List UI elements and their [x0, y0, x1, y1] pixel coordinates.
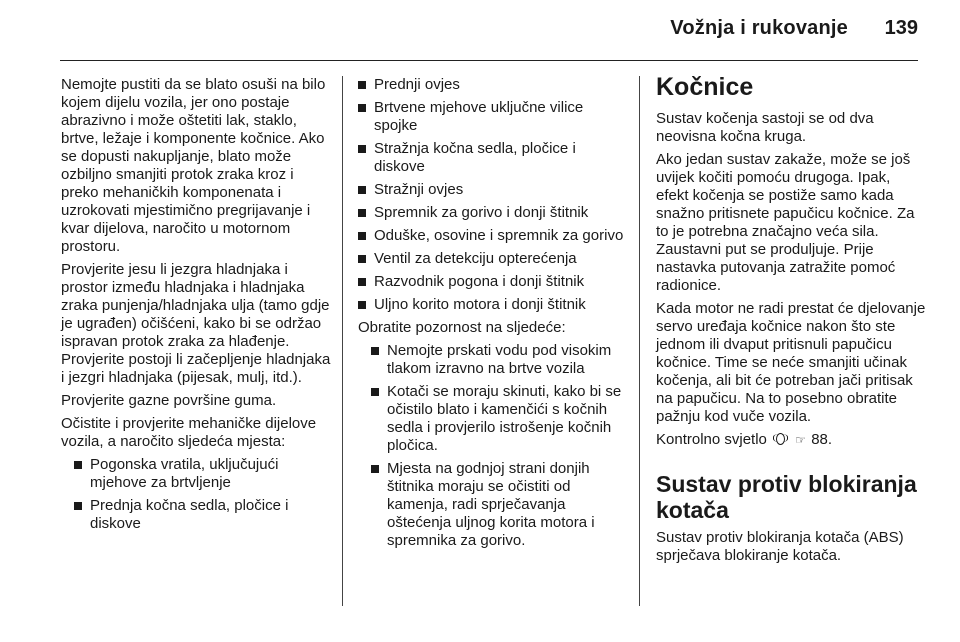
page-reference-icon: ☞	[795, 433, 807, 447]
bullet-list	[61, 456, 331, 533]
bullet-icon	[358, 145, 366, 153]
brake-warning-lamp-icon	[773, 433, 788, 445]
paragraph-text: Kontrolno svjetlo	[656, 431, 767, 448]
paragraph: Sustav protiv blokiranja kotača (ABS) sprječava blokiranje kotača.	[656, 529, 904, 564]
list-item-text: Stražnja kočna sedla, pločice i diskove	[374, 140, 576, 175]
list-item	[358, 181, 630, 199]
section-heading: Kočnice	[656, 73, 754, 101]
list-item	[358, 140, 630, 176]
list-item	[371, 460, 630, 550]
paragraph: Sustav kočenja sastoji se od dva neovisna kočna kruga.	[656, 110, 874, 145]
list-item-text: Prednja kočna sedla, pločice i diskove	[90, 497, 289, 532]
list-item	[358, 273, 630, 291]
bullet-icon	[358, 209, 366, 217]
list-item	[371, 342, 630, 378]
list-item-text: Prednji ovjes	[374, 76, 460, 93]
paragraph: Provjerite jesu li jezgra hladnjaka i prostor između hladnjaka i hladnjaka zraka punjenja/hladnjaka ulja (tamo gdje je ugrađen) očišćeni, kako bi se održao ispravan protok zraka za hlađenje. Provjerite postoji li začepljenje hladnjaka i jezgri hladnjaka (pijesak, mulj, itd.).	[61, 261, 331, 386]
column-middle	[358, 76, 630, 555]
bullet-icon	[358, 255, 366, 263]
list-item-text: Mjesta na godnjoj strani donjih štitnika moraju se očistiti od kamenja, radi sprječavanja oštećenja uljnog korita motora i spremnika za gorivo.	[387, 460, 595, 549]
bullet-icon	[358, 278, 366, 286]
paragraph: Obratite pozornost na sljedeće:	[358, 319, 566, 336]
bullet-icon	[74, 502, 82, 510]
bullet-icon	[371, 465, 379, 473]
bullet-icon	[358, 104, 366, 112]
header-divider	[60, 60, 918, 61]
paragraph: Očistite i provjerite mehaničke dijelove vozila, a naročito sljedeća mjesta:	[61, 415, 317, 450]
bullet-icon	[358, 301, 366, 309]
section-heading: Sustav protiv blokiranja kotača	[656, 471, 917, 523]
bullet-icon	[371, 347, 379, 355]
list-item-text: Spremnik za gorivo i donji štitnik	[374, 204, 589, 221]
bullet-icon	[371, 388, 379, 396]
list-item	[358, 296, 630, 314]
list-item-text: Oduške, osovine i spremnik za gorivo	[374, 227, 624, 244]
column-divider-1	[342, 76, 343, 606]
column-left	[61, 76, 331, 538]
bullet-icon	[358, 232, 366, 240]
list-item	[358, 76, 630, 94]
list-item-text: Kotači se moraju skinuti, kako bi se očistilo blato i kamenčići s kočnih sedla i provjerilo istrošenje kočnih pločica.	[387, 383, 622, 454]
bullet-icon	[74, 461, 82, 469]
paragraph: Ako jedan sustav zakaže, može se još uvijek kočiti pomoću drugoga. Ipak, efekt kočenja se postiže samo kada snažno pritisnete papučicu kočnice. Za to je potrebna značajno veća sila. Zaustavni put se produljuje. Prije nastavka putovanja zatražite pomoć radionice.	[656, 151, 915, 294]
bullet-list	[358, 76, 630, 314]
page-header	[0, 0, 960, 62]
list-item-text: Pogonska vratila, uključujući mjehove za brtvljenje	[90, 456, 279, 491]
list-item	[371, 383, 630, 455]
list-item	[74, 497, 331, 533]
list-item-text: Brtvene mjehove uključne vilice spojke	[374, 99, 584, 134]
paragraph-warning-lamp	[656, 431, 926, 449]
list-item-text: Razvodnik pogona i donji štitnik	[374, 273, 585, 290]
page-number: 139	[884, 17, 918, 39]
bullet-icon	[358, 186, 366, 194]
list-item	[358, 227, 630, 245]
list-item-text: Nemojte prskati vodu pod visokim tlakom izravno na brtve vozila	[387, 342, 612, 377]
column-right	[656, 72, 926, 570]
list-item	[74, 456, 331, 492]
list-item-text: Stražnji ovjes	[374, 181, 464, 198]
column-divider-2	[639, 76, 640, 606]
list-item-text: Uljno korito motora i donji štitnik	[374, 296, 586, 313]
bullet-icon	[358, 81, 366, 89]
section-title: Vožnja i rukovanje	[670, 17, 848, 39]
paragraph: Provjerite gazne površine guma.	[61, 392, 277, 409]
list-item	[358, 99, 630, 135]
list-item-text: Ventil za detekciju opterećenja	[374, 250, 577, 267]
list-item	[358, 204, 630, 222]
paragraph: Kada motor ne radi prestat će djelovanje servo uređaja kočnice nakon što ste jednom ili dvaput pritisnuli papučicu kočnice. Time se neće smanjiti učinak kočenja, ali bit će potreban jači pritisak na papučicu. Na to posebno obratite pažnju kod vuče vozila.	[656, 300, 926, 425]
bullet-list	[371, 342, 630, 550]
page-reference[interactable]: 88.	[811, 431, 833, 448]
list-item	[358, 250, 630, 268]
paragraph: Nemojte pustiti da se blato osuši na bilo kojem dijelu vozila, jer ono postaje abrazivno i može oštetiti lak, staklo, brtve, ležaje i komponente kočnice. Ako se dopusti nakupljanje, blato može ozbiljno smanjiti protok zraka kroz i preko mehaničkih komponenata i uzrokovati mjestimično pregrijavanje i kvar dijelova, naročito u motornom prostoru.	[61, 76, 326, 255]
